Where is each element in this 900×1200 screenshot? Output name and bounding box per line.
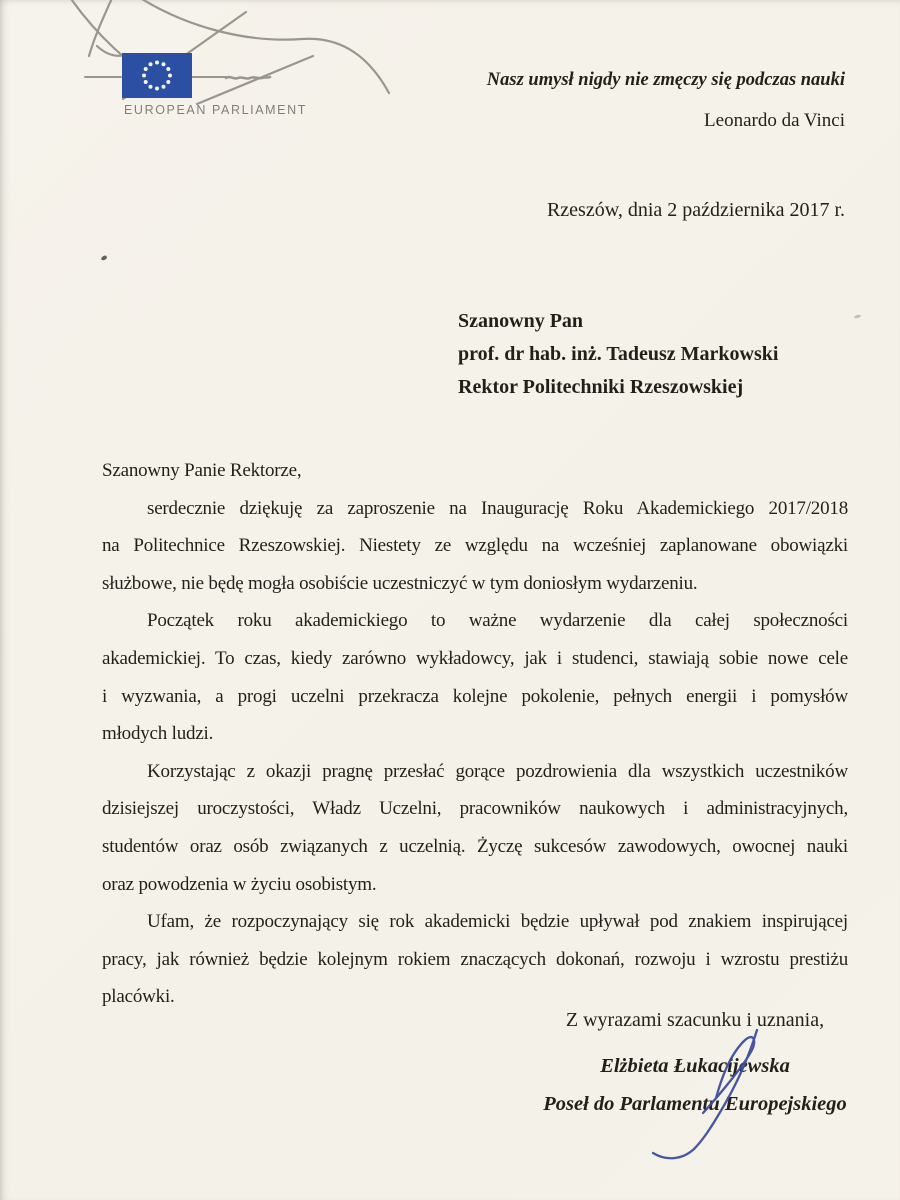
scan-artifact — [854, 314, 862, 319]
addressee-name: prof. dr hab. inż. Tadeusz Markowski — [458, 343, 779, 365]
body-line: służbowe, nie będę mogła osobiście uczestniczyć w tym doniosłym wydarzeniu. — [102, 572, 698, 594]
quote-author: Leonardo da Vinci — [704, 110, 845, 131]
body-line: Początek roku akademickiego to ważne wydarzenie dla całej społeczności — [147, 610, 848, 632]
quote-block — [487, 70, 845, 132]
body-line: młodych ludzi. — [102, 723, 214, 745]
letter-body — [102, 452, 848, 1016]
handwritten-signature — [560, 1015, 820, 1185]
signer-name: Elżbieta Łukacijewska — [600, 1055, 790, 1077]
body-line: na Politechnice Rzeszowskiej. Niestety ze względu na wcześniej zaplanowane obowiązki — [102, 535, 848, 557]
body-line: placówki. — [102, 986, 175, 1008]
body-line: i wyzwania, a progi uczelni przekracza kolejne pokolenie, pełnych energii i pomysłów — [102, 685, 848, 707]
eu-flag-icon — [122, 53, 192, 98]
body-line: Ufam, że rozpoczynający się rok akademicki będzie upływał pod znakiem inspirującej — [147, 911, 848, 933]
signer-title: Poseł do Parlamentu Europejskiego — [543, 1093, 847, 1115]
signature-strokes — [653, 1030, 757, 1158]
body-salutation: Szanowny Panie Rektorze, — [102, 460, 302, 481]
addressee-position: Rektor Politechniki Rzeszowskiej — [458, 376, 744, 398]
body-line: Korzystając z okazji pragnę przesłać gorące pozdrowienia dla wszystkich uczestników — [147, 760, 848, 782]
logo-caption: EUROPEAN PARLIAMENT — [124, 103, 307, 117]
scan-artifact — [100, 255, 107, 261]
valediction: Z wyrazami szacunku i uznania, — [565, 1009, 825, 1031]
hemicycle-sketch — [69, 0, 389, 104]
body-line: studentów oraz osób związanych z uczelnią. Życzę sukcesów zawodowych, owocnej nauki — [102, 835, 848, 857]
addressee-block — [458, 305, 778, 404]
body-line: dzisiejszej uroczystości, Władz Uczelni, pracowników naukowych i administracyjnych, — [102, 798, 848, 820]
dateline: Rzeszów, dnia 2 października 2017 r. — [546, 199, 845, 221]
body-line: akademickiej. To czas, kiedy zarówno wykładowcy, jak i studenci, stawiają sobie nowe cele — [102, 647, 848, 669]
european-parliament-logo — [0, 0, 420, 150]
body-line: oraz powodzenia w życiu osobistym. — [102, 873, 377, 895]
body-line: serdecznie dziękuję za zaproszenie na Inaugurację Roku Akademickiego 2017/2018 — [147, 497, 848, 519]
quote-text: Nasz umysł nigdy nie zmęczy się podczas nauki — [486, 70, 845, 90]
addressee-salutation: Szanowny Pan — [458, 310, 584, 332]
body-line: pracy, jak również będzie kolejnym rokiem znaczących dokonań, rozwoju i wzrostu prestiżu — [102, 948, 848, 970]
